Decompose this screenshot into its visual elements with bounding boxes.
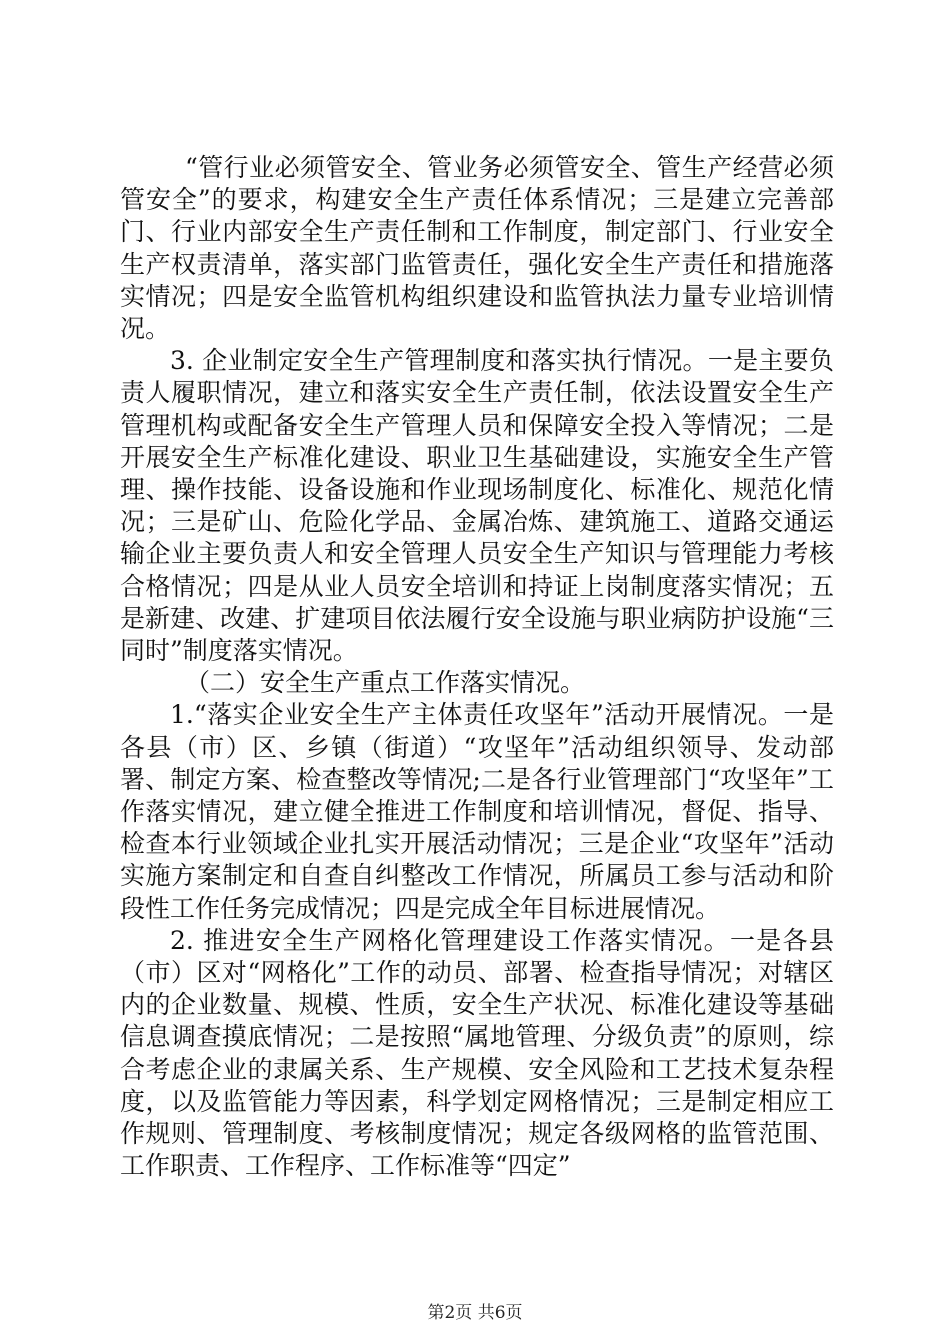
paragraph-continuation: “管行业必须管安全、管业务必须管安全、管生产经营必须管安全”的要求，构建安全生产责任体系情况；三是建立完善部门、行业内部安全生产责任制和工作制度，制定部门、行业安全生产权责清单，落实部门监管责任，强化安全生产责任和措施落实情况；四是安全监管机构组织建设和监管执法力量专业培训情况。 [120, 153, 834, 344]
document-body [120, 152, 834, 1183]
paragraph-item-1: 1.“落实企业安全生产主体责任攻坚年”活动开展情况。一是各县（市）区、乡镇（街道）“攻坚年”活动组织领导、发动部署、制定方案、检查整改等情况;二是各行业管理部门“攻坚年”工作落实情况，建立健全推进工作制度和培训情况，督促、指导、检查本行业领域企业扎实开展活动情况；三是企业“攻坚年”活动实施方案制定和自查自纠整改工作情况，所属员工参与活动和阶段性工作任务完成情况；四是完成全年目标进展情况。 [120, 700, 834, 923]
page-number-footer: 第2页 共6页 [427, 1303, 523, 1323]
paragraph-item-2: 2. 推进安全生产网格化管理建设工作落实情况。一是各县（市）区对“网格化”工作的动员、部署、检查指导情况；对辖区内的企业数量、规模、性质，安全生产状况、标准化建设等基础信息调查摸底情况；二是按照“属地管理、分级负责”的原则，综合考虑企业的隶属关系、生产规模、安全风险和工艺技术复杂程度，以及监管能力等因素，科学划定网格情况；三是制定相应工作规则、管理制度、考核制度情况；规定各级网格的监管范围、工作职责、工作程序、工作标准等“四定” [120, 925, 834, 1181]
paragraph-item-3: 3. 企业制定安全生产管理制度和落实执行情况。一是主要负责人履职情况，建立和落实安全生产责任制，依法设置安全生产管理机构或配备安全生产管理人员和保障安全投入等情况；二是开展安全生产标准化建设、职业卫生基础建设，实施安全生产管理、操作技能、设备设施和作业现场制度化、标准化、规范化情况；三是矿山、危险化学品、金属冶炼、建筑施工、道路交通运输企业主要负责人和安全管理人员安全生产知识与管理能力考核合格情况；四是从业人员安全培训和持证上岗制度落实情况；五是新建、改建、扩建项目依法履行安全设施与职业病防护设施“三同时”制度落实情况。 [120, 346, 834, 666]
section-heading-2: （二）安全生产重点工作落实情况。 [185, 668, 586, 698]
